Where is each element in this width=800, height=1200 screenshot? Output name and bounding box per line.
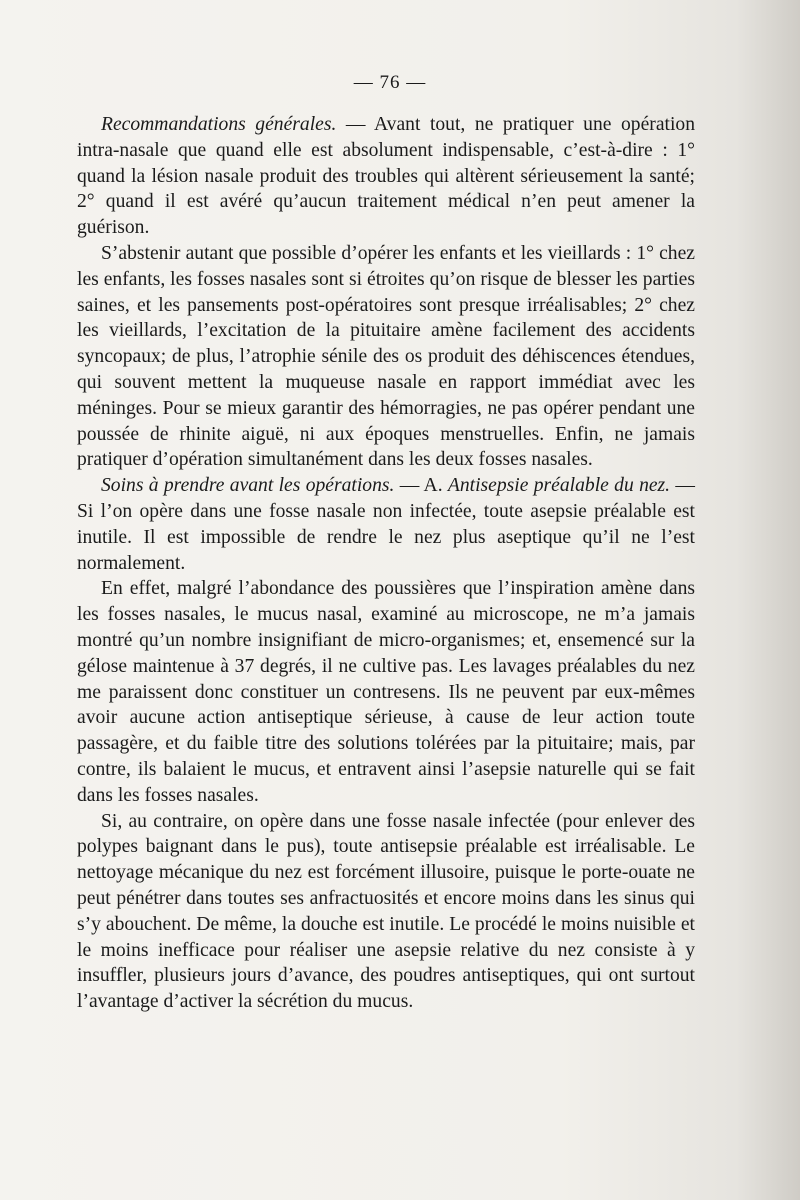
subheading-antisepsie: Antisepsie préalable du nez. (447, 475, 671, 497)
paragraph-soins (77, 473, 695, 576)
section-heading-recommandations: Recommandations générales. (101, 114, 337, 135)
paragraph-si-au-contraire (77, 809, 695, 1015)
paragraph-text: En effet, malgré l’abondance des poussières que l’inspiration amène dans les fosses nasales, le mucus nasal, examiné au microscope, ne m’a jamais montré qu’un nombre insignifiant de micro-organismes; et, ensemencé sur la gélose maintenue à 37 degrés, il ne cultive pas. Les lavages préalables du nez me paraissent donc constituer un contresens. Ils ne peuvent par eux-mêmes avoir aucune action antiseptique sérieuse, à cause de leur action toute passagère, et du faible titre des solutions tolérées par la pituitaire; mais, par contre, ils balaient le mucus, et entravent ainsi l’asepsie naturelle qui se fait dans les fosses nasales. (77, 578, 695, 806)
paragraph-text: S’abstenir autant que possible d’opérer les enfants et les vieillards : 1° chez les enfants, les fosses nasales sont si étroites qu’on risque de blesser les parties saines, et les pansements post-opératoires sont presque irréalisables; 2° chez les vieillards, l’excitation de la pituitaire amène facilement des accidents syncopaux; de plus, l’atrophie sénile des os produit des déhiscences étendues, qui souvent mettent la muqueuse nasale en rapport immédiat avec les méninges. Pour se mieux garantir des hémorragies, ne pas opérer pendant une poussée de rhinite aiguë, ni aux époques menstruelles. Enfin, ne jamais pratiquer d’opération simultanément dans les deux fosses nasales. (77, 242, 695, 471)
section-heading-soins: Soins à prendre avant les opérations. (101, 475, 395, 497)
paragraph-en-effet (77, 576, 695, 808)
section-marker: — A. (394, 475, 448, 497)
paragraph-text: — Si l’on opère dans une fosse nasale non infectée, toute asepsie préalable est inutile. Il est impossible de rendre le nez plus aseptique qu’il ne l’est normalement. (77, 475, 695, 574)
paragraph-text: Si, au contraire, on opère dans une fosse nasale infectée (pour enlever des polypes baignant dans le pus), toute antisepsie préalable est irréalisable. Le nettoyage mécanique du nez est forcément illusoire, puisque le porte-ouate ne peut pénétrer dans toutes ses anfractuosités et encore moins dans les sinus qui s’y abouchent. De même, la douche est inutile. Le procédé le moins nuisible et le moins inefficace pour réaliser une asepsie relative du nez consiste à y insuffler, plusieurs jours d’avance, des poudres antiseptiques, qui ont surtout l’avantage d’activer la sécrétion du mucus. (77, 810, 695, 1013)
page-number: — 76 — (353, 72, 427, 93)
body-text (77, 112, 695, 1015)
paragraph-enfants-vieillards (77, 241, 695, 473)
paragraph-text: — Avant tout, ne pratiquer une opération intra-nasale que quand elle est absolument indispensable, c’est-à-dire : 1° quand la lésion nasale produit des troubles qui altèrent sérieusement la santé; 2° quand il est avéré qu’aucun traitement médical n’en peut amener la guérison. (77, 114, 695, 239)
paragraph-recommandations (77, 112, 695, 241)
